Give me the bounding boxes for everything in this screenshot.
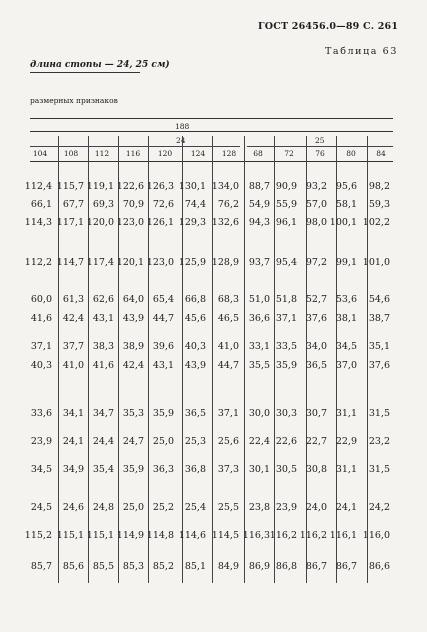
table-cell: 112,4 [24,181,52,192]
table-cell: 24,5 [30,502,52,513]
table-cell: 116,3 [242,530,270,541]
table-label: Таблица 63 [325,46,398,57]
table-cell: 85,3 [122,561,144,572]
table-cell: 74,4 [184,199,206,210]
table-cell: 85,5 [92,561,114,572]
table-cell: 22,6 [275,436,297,447]
table-cell: 85,6 [62,561,84,572]
table-cell: 86,7 [335,561,357,572]
table-cell: 117,4 [86,257,114,268]
table-cell: 25,2 [152,502,174,513]
table-cell: 24,2 [368,502,390,513]
table-cell: 31,5 [368,464,390,475]
table-cell: 37,3 [217,464,239,475]
table-cell: 36,5 [184,408,206,419]
table-cell: 46,5 [217,313,239,324]
table-cell: 85,2 [152,561,174,572]
table-cell: 116,0 [362,530,390,541]
table-cell: 96,1 [275,217,297,228]
table-top-rule [30,118,393,119]
table-cell: 35,9 [275,360,297,371]
table-cell: 99,1 [335,257,357,268]
table-cell: 36,8 [184,464,206,475]
column-header: 128 [221,149,237,158]
table-cell: 43,9 [122,313,144,324]
table-cell: 37,7 [62,341,84,352]
table-cell: 95,4 [275,257,297,268]
table-cell: 35,9 [152,408,174,419]
table-cell: 25,5 [217,502,239,513]
table-cell: 42,4 [122,360,144,371]
table-cell: 68,3 [217,294,239,305]
table-cell: 34,7 [92,408,114,419]
table-cell: 86,9 [248,561,270,572]
table-cell: 85,7 [30,561,52,572]
table-subtitle: размерных признаков [30,96,118,105]
group-header-24: 24 [176,136,186,145]
table-cell: 22,9 [335,436,357,447]
table-cell: 37,1 [275,313,297,324]
table-cell: 123,0 [146,257,174,268]
table-cell: 35,1 [368,341,390,352]
table-cell: 24,7 [122,436,144,447]
table-cell: 34,5 [335,341,357,352]
group-header-188: 188 [175,122,190,131]
table-cell: 102,2 [362,217,390,228]
table-cell: 24,4 [92,436,114,447]
table-cell: 30,7 [305,408,327,419]
table-cell: 30,8 [305,464,327,475]
table-cell: 37,6 [368,360,390,371]
table-cell: 33,6 [30,408,52,419]
table-cell: 53,6 [335,294,357,305]
table-cell: 25,6 [217,436,239,447]
table-cell: 36,6 [248,313,270,324]
table-cell: 24,1 [62,436,84,447]
standard-header: ГОСТ 26456.0—89 С. 261 [258,21,399,32]
table-cell: 86,7 [305,561,327,572]
table-cell: 51,8 [275,294,297,305]
table-cell: 116,1 [329,530,357,541]
table-cell: 62,6 [92,294,114,305]
table-cell: 123,0 [116,217,144,228]
table-cell: 114,8 [146,530,174,541]
table-cell: 41,6 [92,360,114,371]
table-cell: 24,1 [335,502,357,513]
table-cell: 43,1 [92,313,114,324]
table-cell: 120,0 [86,217,114,228]
table-cell: 40,3 [30,360,52,371]
table-cell: 128,9 [211,257,239,268]
table-cell: 22,7 [305,436,327,447]
column-header: 68 [253,149,263,158]
table-cell: 98,0 [305,217,327,228]
table-cell: 114,7 [56,257,84,268]
table-cell: 24,6 [62,502,84,513]
table-cell: 70,9 [122,199,144,210]
table-cell: 95,6 [335,181,357,192]
table-cell: 45,6 [184,313,206,324]
table-cell: 85,1 [184,561,206,572]
table-cell: 38,3 [92,341,114,352]
table-cell: 129,3 [178,217,206,228]
group-header-25: 25 [315,136,325,145]
column-header: 72 [284,149,294,158]
table-cell: 41,0 [62,360,84,371]
table-cell: 38,1 [335,313,357,324]
group-188-rule [30,131,393,132]
group-24-rule [30,146,240,147]
table-cell: 114,6 [178,530,206,541]
table-cell: 84,9 [217,561,239,572]
table-cell: 130,1 [178,181,206,192]
table-cell: 34,5 [30,464,52,475]
table-cell: 61,3 [62,294,84,305]
table-cell: 37,0 [335,360,357,371]
column-header: 104 [32,149,48,158]
table-cell: 31,5 [368,408,390,419]
table-cell: 64,0 [122,294,144,305]
table-cell: 60,0 [30,294,52,305]
table-cell: 44,7 [217,360,239,371]
table-cell: 88,7 [248,181,270,192]
table-cell: 34,9 [62,464,84,475]
table-cell: 30,1 [248,464,270,475]
column-header: 116 [125,149,141,158]
table-cell: 24,8 [92,502,114,513]
caption-underline [30,72,140,73]
table-cell: 134,0 [211,181,239,192]
table-cell: 51,0 [248,294,270,305]
table-cell: 119,1 [86,181,114,192]
table-cell: 23,2 [368,436,390,447]
table-cell: 36,3 [152,464,174,475]
table-cell: 25,0 [122,502,144,513]
table-cell: 23,8 [248,502,270,513]
table-cell: 114,5 [211,530,239,541]
column-header: 120 [157,149,173,158]
table-cell: 44,7 [152,313,174,324]
table-cell: 52,7 [305,294,327,305]
table-cell: 115,1 [86,530,114,541]
table-cell: 126,1 [146,217,174,228]
table-cell: 30,5 [275,464,297,475]
table-cell: 34,0 [305,341,327,352]
table-cell: 101,0 [362,257,390,268]
column-header: 124 [190,149,206,158]
table-cell: 114,9 [116,530,144,541]
table-cell: 37,1 [217,408,239,419]
table-cell: 97,2 [305,257,327,268]
table-cell: 86,8 [275,561,297,572]
table-cell: 37,1 [30,341,52,352]
table-cell: 42,4 [62,313,84,324]
column-header: 80 [346,149,356,158]
table-cell: 115,1 [56,530,84,541]
table-cell: 100,1 [329,217,357,228]
table-cell: 43,1 [152,360,174,371]
table-cell: 25,0 [152,436,174,447]
table-cell: 115,7 [56,181,84,192]
table-cell: 54,6 [368,294,390,305]
table-cell: 33,5 [275,341,297,352]
table-cell: 39,6 [152,341,174,352]
table-cell: 115,2 [24,530,52,541]
table-cell: 54,9 [248,199,270,210]
table-cell: 22,4 [248,436,270,447]
table-cell: 66,8 [184,294,206,305]
table-cell: 93,2 [305,181,327,192]
table-cell: 23,9 [30,436,52,447]
table-cell: 31,1 [335,408,357,419]
table-cell: 31,1 [335,464,357,475]
table-cell: 35,5 [248,360,270,371]
table-cell: 58,1 [335,199,357,210]
table-cell: 38,7 [368,313,390,324]
table-cell: 125,9 [178,257,206,268]
table-cell: 43,9 [184,360,206,371]
table-cell: 41,0 [217,341,239,352]
table-cell: 33,1 [248,341,270,352]
table-cell: 65,4 [152,294,174,305]
table-cell: 37,6 [305,313,327,324]
table-cell: 67,7 [62,199,84,210]
table-cell: 69,3 [92,199,114,210]
table-cell: 25,3 [184,436,206,447]
table-cell: 126,3 [146,181,174,192]
table-cell: 36,5 [305,360,327,371]
table-cell: 112,2 [24,257,52,268]
table-cell: 30,3 [275,408,297,419]
table-cell: 114,3 [24,217,52,228]
table-cell: 76,2 [217,199,239,210]
table-cell: 86,6 [368,561,390,572]
table-cell: 55,9 [275,199,297,210]
table-cell: 41,6 [30,313,52,324]
table-cell: 25,4 [184,502,206,513]
table-cell: 94,3 [248,217,270,228]
table-cell: 132,6 [211,217,239,228]
table-cell: 38,9 [122,341,144,352]
column-header: 84 [376,149,386,158]
column-header: 112 [94,149,110,158]
table-cell: 34,1 [62,408,84,419]
table-cell: 57,0 [305,199,327,210]
table-cell: 120,1 [116,257,144,268]
column-header: 108 [63,149,79,158]
table-cell: 24,0 [305,502,327,513]
table-cell: 66,1 [30,199,52,210]
table-cell: 117,1 [56,217,84,228]
table-cell: 90,9 [275,181,297,192]
table-cell: 30,0 [248,408,270,419]
table-cell: 93,7 [248,257,270,268]
foot-length-caption: длина стопы — 24, 25 см) [30,60,170,70]
table-cell: 72,6 [152,199,174,210]
table-cell: 35,9 [122,464,144,475]
table-cell: 35,3 [122,408,144,419]
table-cell: 23,9 [275,502,297,513]
column-header: 76 [315,149,325,158]
table-cell: 35,4 [92,464,114,475]
table-cell: 116,2 [269,530,297,541]
group-25-rule [247,146,393,147]
table-cell: 98,2 [368,181,390,192]
table-cell: 59,3 [368,199,390,210]
table-cell: 40,3 [184,341,206,352]
table-cell: 122,6 [116,181,144,192]
table-cell: 116,2 [299,530,327,541]
